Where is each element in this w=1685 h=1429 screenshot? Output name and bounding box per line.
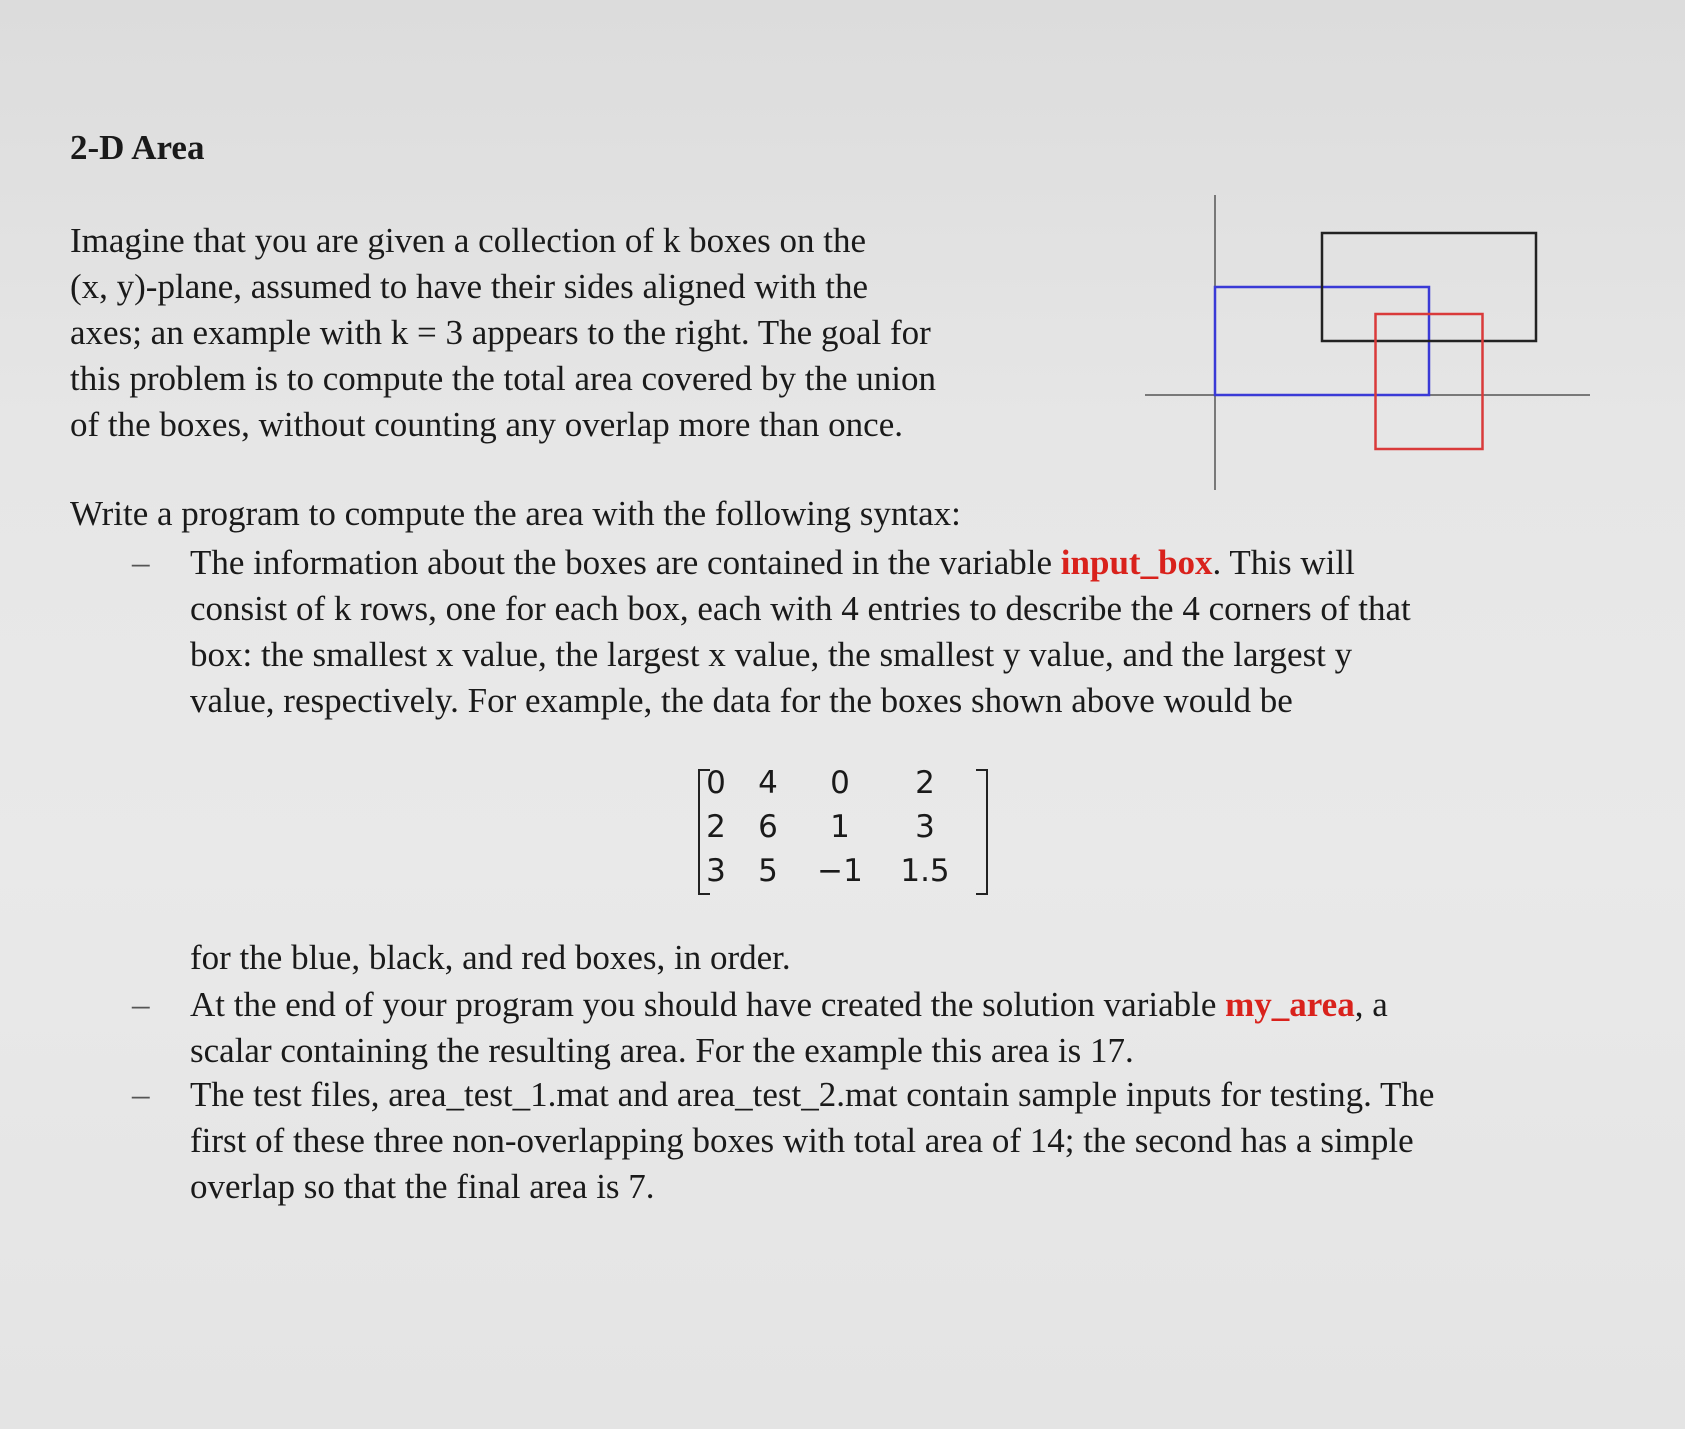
bullet-input-box <box>132 540 1610 724</box>
matrix-cell: 5 <box>758 853 778 889</box>
bullet-line: The test files, area_test_1.mat and area_test_2.mat contain sample inputs for testing. The <box>190 1075 1435 1114</box>
intro-line: this problem is to compute the total area covered by the union <box>70 359 937 398</box>
box-layer <box>1215 233 1536 449</box>
bullet-line: overlap so that the final area is 7. <box>190 1167 655 1206</box>
matrix-cell: 2 <box>915 765 935 801</box>
intro-line: Imagine that you are given a collection of k boxes on the <box>70 221 866 260</box>
bullet-dash: – <box>132 543 150 582</box>
intro-paragraph <box>70 218 1070 448</box>
bullet-line: box: the smallest x value, the largest x value, the smallest y value, and the largest y <box>190 635 1353 674</box>
bullet-line: consist of k rows, one for each box, each with 4 entries to describe the 4 corners of that <box>190 589 1411 628</box>
right-bracket <box>976 769 988 895</box>
matrix-cell: 4 <box>758 765 778 801</box>
syntax-heading: Write a program to compute the area with the following syntax: <box>70 494 961 533</box>
variable-name-my-area: my_area <box>1225 985 1355 1024</box>
bullet-test-files <box>132 1072 1610 1210</box>
intro-line: of the boxes, without counting any overlap more than once. <box>70 405 903 444</box>
bullet-line <box>190 982 1610 1028</box>
matrix-cell: −1 <box>817 853 863 889</box>
bullet-text: The information about the boxes are contained in the variable <box>190 543 1061 582</box>
matrix-cell: 3 <box>915 809 935 845</box>
intro-line: axes; an example with k = 3 appears to the right. The goal for <box>70 313 931 352</box>
matrix-caption: for the blue, black, and red boxes, in order. <box>190 938 791 977</box>
variable-name-input-box: input_box <box>1060 543 1213 582</box>
bullet-text: , a <box>1354 985 1388 1024</box>
bullet-line: first of these three non-overlapping boxes with total area of 14; the second has a simple <box>190 1121 1414 1160</box>
matrix-cell: 1.5 <box>900 853 950 889</box>
matrix-cell: 1 <box>830 809 850 845</box>
matrix-cell: 2 <box>706 809 726 845</box>
matrix-cell: 0 <box>830 765 850 801</box>
page-title: 2-D Area <box>70 128 205 167</box>
bullet-my-area <box>132 982 1610 1074</box>
bullet-text: At the end of your program you should have created the solution variable <box>190 985 1226 1024</box>
intro-line: (x, y)-plane, assumed to have their sides aligned with the <box>70 267 868 306</box>
matrix-cell: 6 <box>758 809 778 845</box>
bullet-dash: – <box>132 985 150 1024</box>
example-matrix <box>690 765 990 900</box>
bullet-line: scalar containing the resulting area. For the example this area is 17. <box>190 1031 1134 1070</box>
bullet-line <box>190 540 1610 586</box>
matrix-cell: 0 <box>706 765 726 801</box>
matrix-cell: 3 <box>706 853 726 889</box>
boxes-figure <box>1135 195 1590 495</box>
bullet-line: value, respectively. For example, the data for the boxes shown above would be <box>190 681 1293 720</box>
bullet-text: . This will <box>1212 543 1355 582</box>
bullet-dash: – <box>132 1075 150 1114</box>
